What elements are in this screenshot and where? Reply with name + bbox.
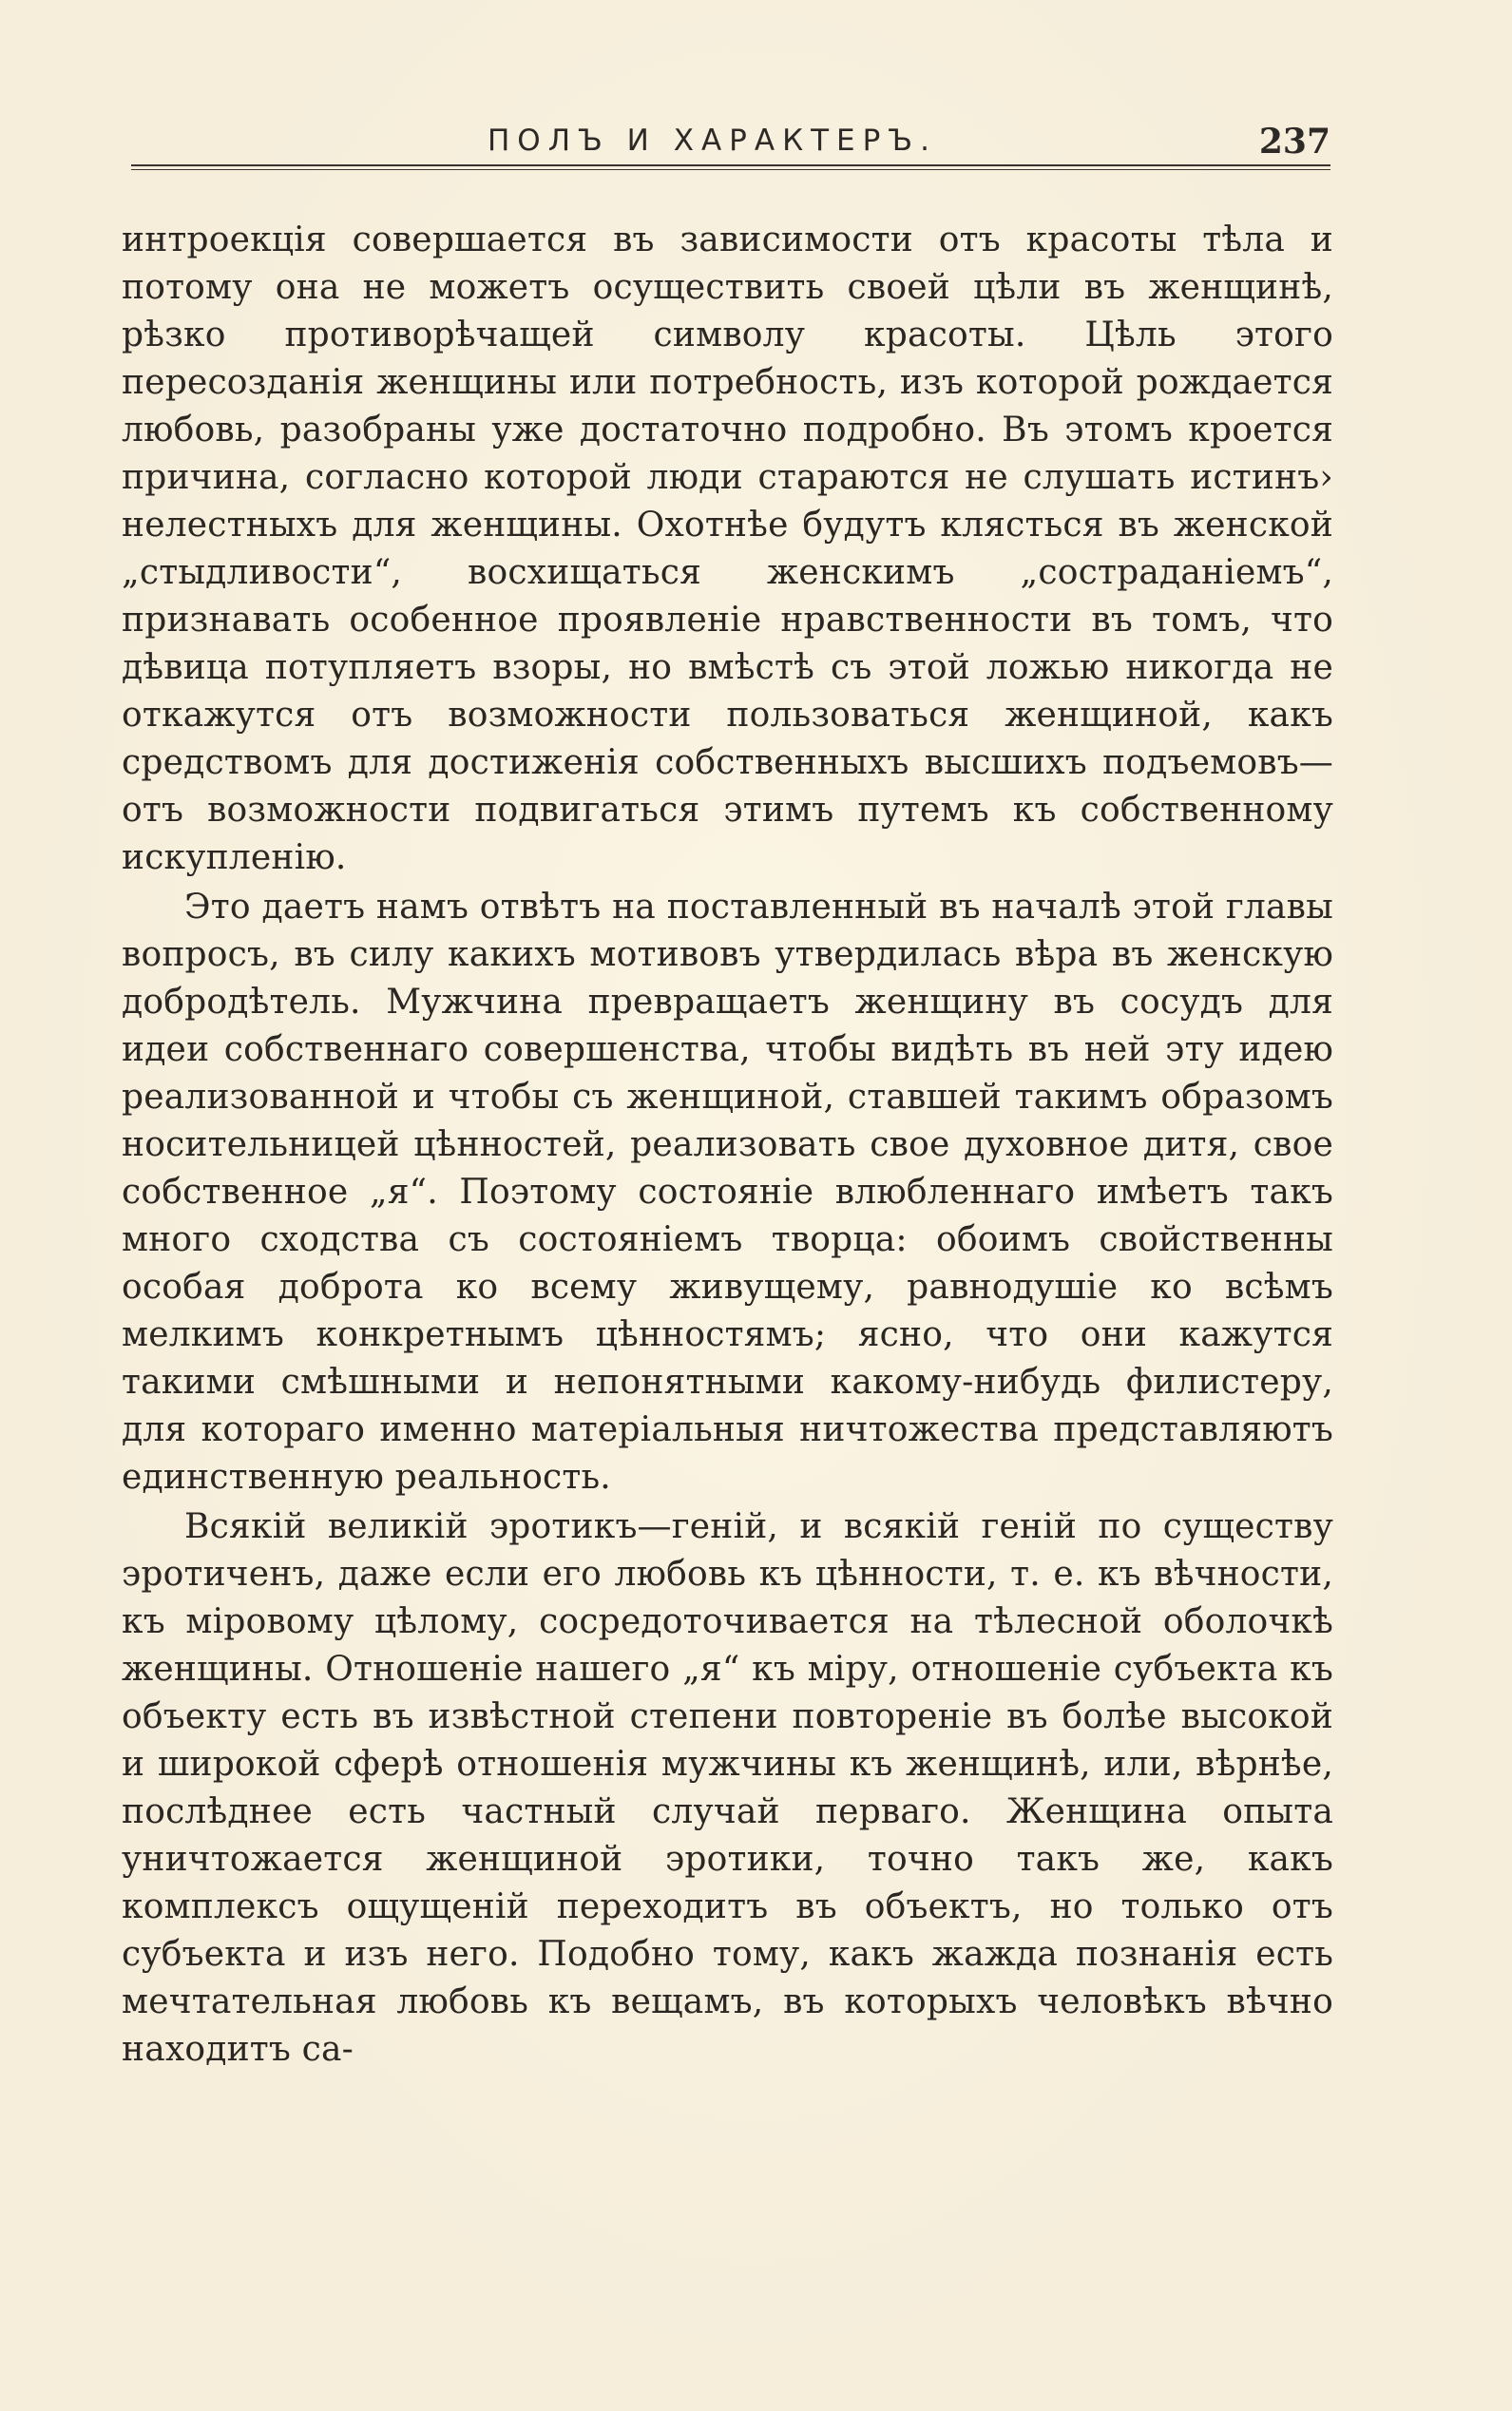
page-number: 237 bbox=[1258, 122, 1330, 162]
body-text bbox=[122, 217, 1333, 2074]
paragraph-continuation: интроекція совершается въ зависимости отъ красоты тѣла и потому она не можетъ осуществить своей цѣли въ женщинѣ, рѣзко противорѣчащей символу красоты. Цѣль этого пересозданія женщины или потребность, изъ которой рождается любовь, разобраны уже достаточно подробно. Въ этомъ кроется причина, согласно которой люди стараются не слушать истинъ› нелестныхъ для женщины. Охотнѣе будутъ клясться въ женской „стыдливости“, восхищаться женскимъ „состраданіемъ“, признавать особенное проявленіе нравственности въ томъ, что дѣвица потупляетъ взоры, но вмѣстѣ съ этой ложью никогда не откажутся отъ возможности пользоваться женщиной, какъ средствомъ для достиженія собственныхъ высшихъ подъемовъ—отъ возможности подвигаться этимъ путемъ къ собственному искупленію. bbox=[122, 220, 1333, 877]
paragraph: Это даетъ намъ отвѣтъ на поставленный въ началѣ этой главы вопросъ, въ силу какихъ мотивовъ утвердилась вѣра въ женскую добродѣтель. Мужчина превращаетъ женщину въ сосудъ для идеи собственнаго совершенства, чтобы видѣть въ ней эту идею реализованной и чтобы съ женщиной, ставшей такимъ образомъ носительницей цѣнностей, реализовать свое духовное дитя, свое собственное „я“. Поэтому состояніе влюбленнаго имѣетъ такъ много сходства съ состояніемъ творца: обоимъ свойственны особая доброта ко всему живущему, равнодушіе ко всѣмъ мелкимъ конкретнымъ цѣнностямъ; ясно, что они кажутся такими смѣшными и непонятными какому-нибудь филистеру, для котораго именно матеріальныя ничтожества представляютъ единственную реальность. bbox=[122, 888, 1333, 1497]
running-title: ПОЛЪ И ХАРАКТЕРЪ. bbox=[488, 124, 937, 158]
paragraph: Всякій великій эротикъ—геній, и всякій геній по существу эротиченъ, даже если его любовь къ цѣнности, т. е. къ вѣчности, къ міровому цѣлому, сосредоточивается на тѣлесной оболочкѣ женщины. Отношеніе нашего „я“ къ міру, отношеніе субъекта къ объекту есть въ извѣстной степени повтореніе въ болѣе высокой и широкой сферѣ отношенія мужчины къ женщинѣ, или, вѣрнѣе, послѣднее есть частный случай перваго. Женщина опыта уничтожается женщиной эротики, точно такъ же, какъ комплексъ ощущеній переходитъ въ объектъ, но только отъ субъекта и изъ него. Подобно тому, какъ жажда познанія есть мечтательная любовь къ вещамъ, въ которыхъ человѣкъ вѣчно находитъ са- bbox=[122, 1507, 1333, 2069]
header-rule bbox=[131, 164, 1330, 170]
